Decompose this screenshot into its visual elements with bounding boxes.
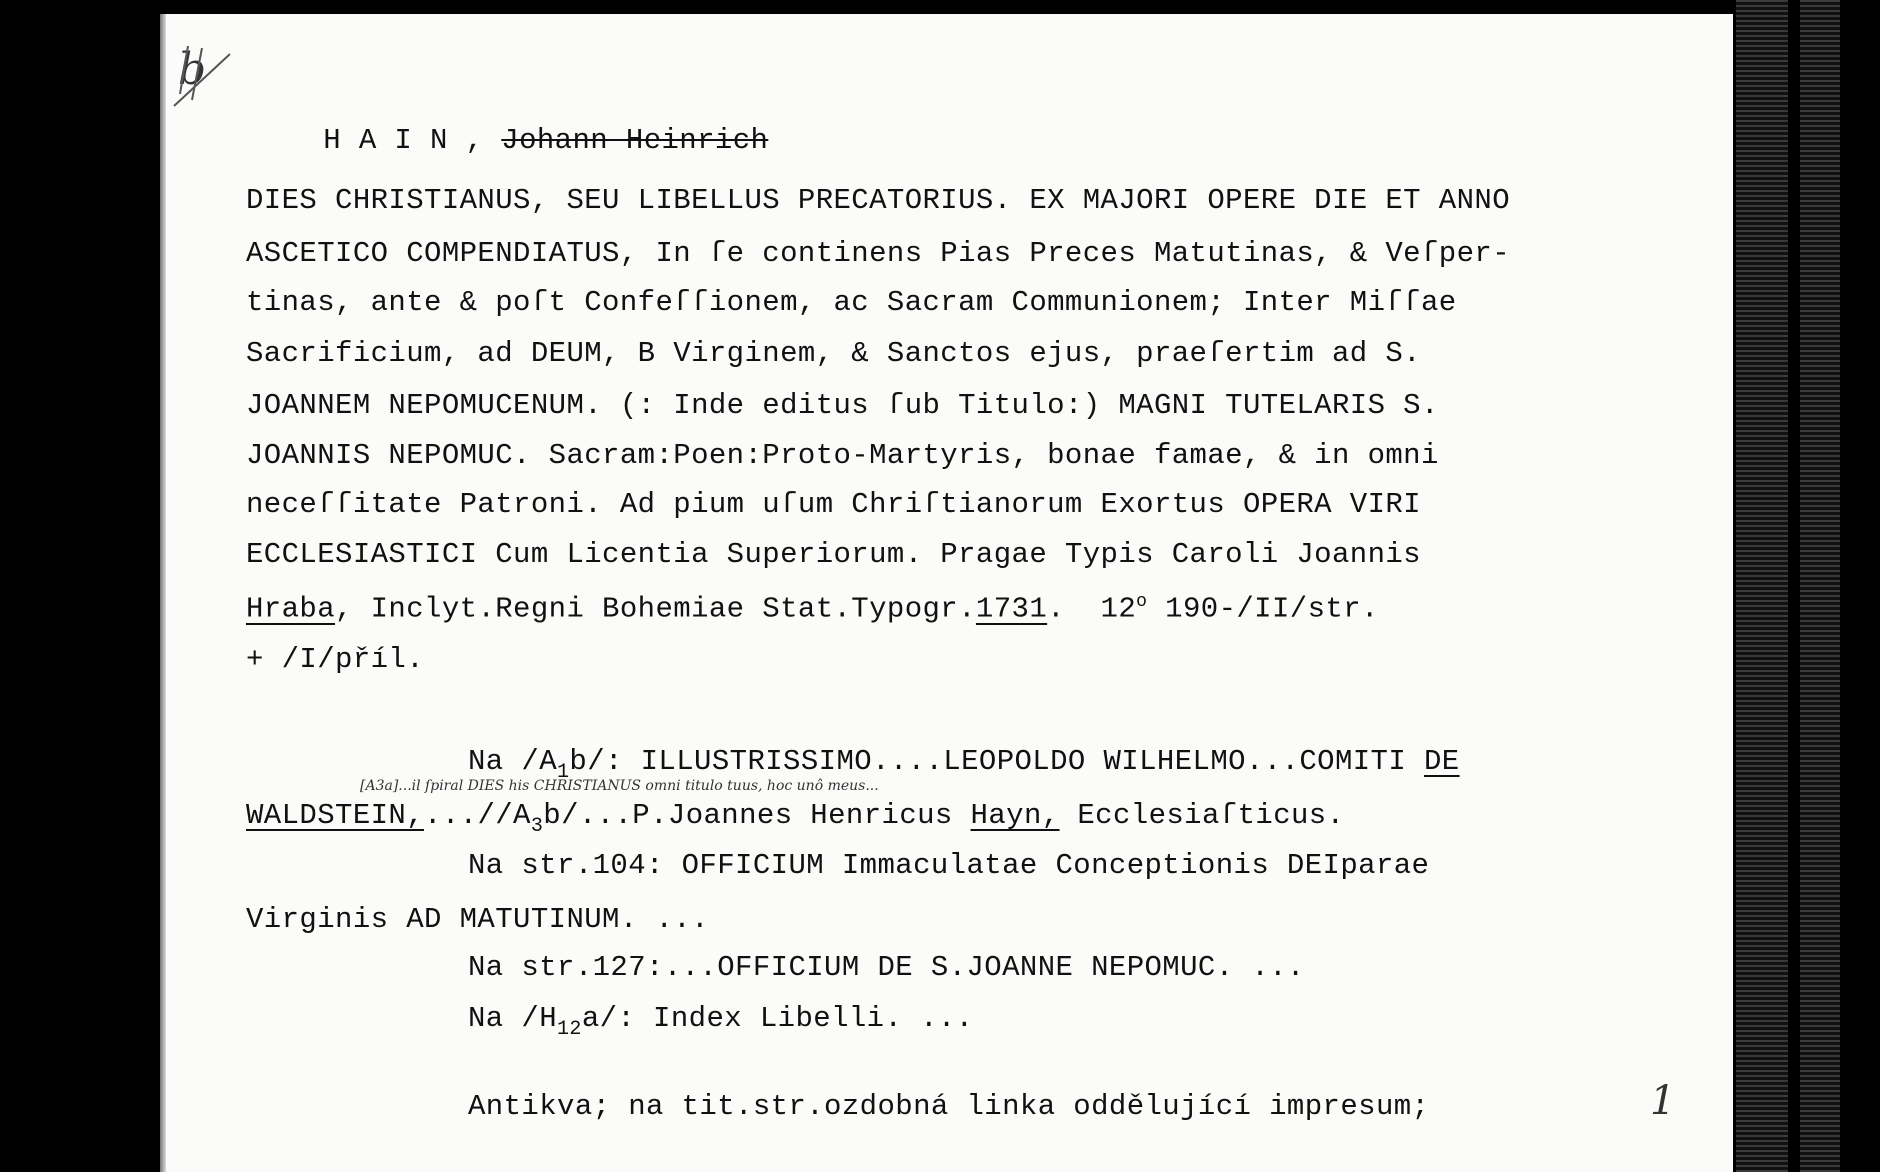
imprint-year: 1731 [975, 592, 1048, 626]
title-line [246, 538, 1421, 572]
appendix-line [246, 643, 424, 677]
note2-cont-text: Virginis AD MATUTINUM. ... [246, 903, 709, 936]
title-line-text: JOANNEM NEPOMUCENUM. (: Inde editus ſub Titulo:) MAGNI TUTELARIS S. [246, 389, 1439, 422]
card-heading [252, 90, 768, 192]
note-officium-cont [246, 903, 709, 937]
title-line-text: tinas, ante & poſt Confeſſionem, ac Sacram Communionem; Inter Miſſae [246, 286, 1457, 319]
title-line-text: ECCLESIASTICI Cum Licentia Superiorum. Pragae Typis Caroli Joannis [246, 538, 1421, 571]
imprint-format-mark: o [1136, 592, 1148, 612]
note3-text: Na str.127:...OFFICIUM DE S.JOANNE NEPOMUC. ... [468, 951, 1305, 984]
scan-edge-strip [1800, 0, 1840, 1172]
note4-text: a/: Index Libelli. ... [581, 1002, 974, 1035]
title-line [246, 184, 1510, 218]
imprint-middle: , Inclyt.Regni Bohemiae Stat.Typogr. [335, 592, 976, 626]
note-officium-nepomuc [468, 951, 1305, 985]
imprint-publisher: Hraba [246, 592, 336, 626]
heading-given-name: Johann Heinrich [501, 124, 769, 157]
card-corner-mark: b [178, 44, 207, 95]
note1-cont-text1: ...//A [424, 799, 531, 832]
note-index [468, 1002, 974, 1039]
catalog-card [160, 14, 1733, 1172]
title-line [246, 439, 1439, 473]
title-line-text: Sacrificium, ad DEUM, B Virginem, & Sanctos ejus, praeſertim ad S. [246, 337, 1421, 370]
note1-prefix: Na /A [468, 745, 558, 778]
title-line [246, 389, 1439, 423]
imprint-after-year: . 12 [1047, 592, 1137, 626]
note-dedication [468, 745, 1460, 782]
imprint-line [246, 585, 1379, 627]
note1-cont-underlined: WALDSTEIN, [246, 799, 425, 832]
note1-sub: 1 [557, 761, 570, 784]
note1-cont-text3: Ecclesiaſticus. [1059, 799, 1345, 832]
title-line-text: neceſſitate Patroni. Ad pium uſum Chriſtianorum Exortus OPERA VIRI [246, 488, 1421, 521]
scan-edge-strip [1736, 0, 1788, 1172]
note1-cont-text2: b/...P.Joannes Henricus [543, 799, 971, 832]
typography-text: Antikva; na tit.str.ozdobná linka oddělující impresum; [468, 1090, 1430, 1123]
title-line-text: JOANNIS NEPOMUC. Sacram:Poen:Proto-Martyris, bonae famae, & in omni [246, 439, 1439, 472]
note2-text: Na str.104: OFFICIUM Immaculatae Conceptionis DEIparae [468, 849, 1430, 882]
title-line [246, 488, 1421, 522]
note1-cont-sub: 3 [530, 815, 544, 838]
note4-sub: 12 [557, 1018, 582, 1041]
corner-scribble-icon [168, 40, 238, 110]
title-line-text: DIES CHRISTIANUS, SEU LIBELLUS PRECATORIUS. EX MAJORI OPERE DIE ET ANNO [246, 184, 1511, 217]
note1-text: b/: ILLUSTRISSIMO....LEOPOLDO WILHELMO...COMITI [569, 745, 1424, 778]
heading-surname: H A I N , [323, 124, 484, 157]
note1-cont-underlined-name: Hayn, [970, 799, 1060, 832]
title-line [246, 237, 1510, 271]
note4-prefix: Na /H [468, 1002, 558, 1035]
title-line [246, 286, 1457, 320]
title-line-text: ASCETICO COMPENDIATUS, In ſe continens Pias Preces Matutinas, & Veſper- [246, 237, 1511, 270]
note-typography [468, 1090, 1429, 1124]
note-dedication-cont [246, 799, 1344, 836]
appendix-text: + /I/příl. [246, 643, 425, 676]
card-number-mark: 1 [1650, 1078, 1676, 1124]
handwritten-insert: [A3a]...il ſpiral DIES his CHRISTIANUS omni titulo tuus, hoc unô meus... [360, 778, 879, 794]
note1-underlined-end: DE [1423, 745, 1460, 778]
note-officium [468, 849, 1429, 883]
imprint-pages: 190-/II/str. [1147, 592, 1379, 626]
title-line [246, 337, 1421, 371]
